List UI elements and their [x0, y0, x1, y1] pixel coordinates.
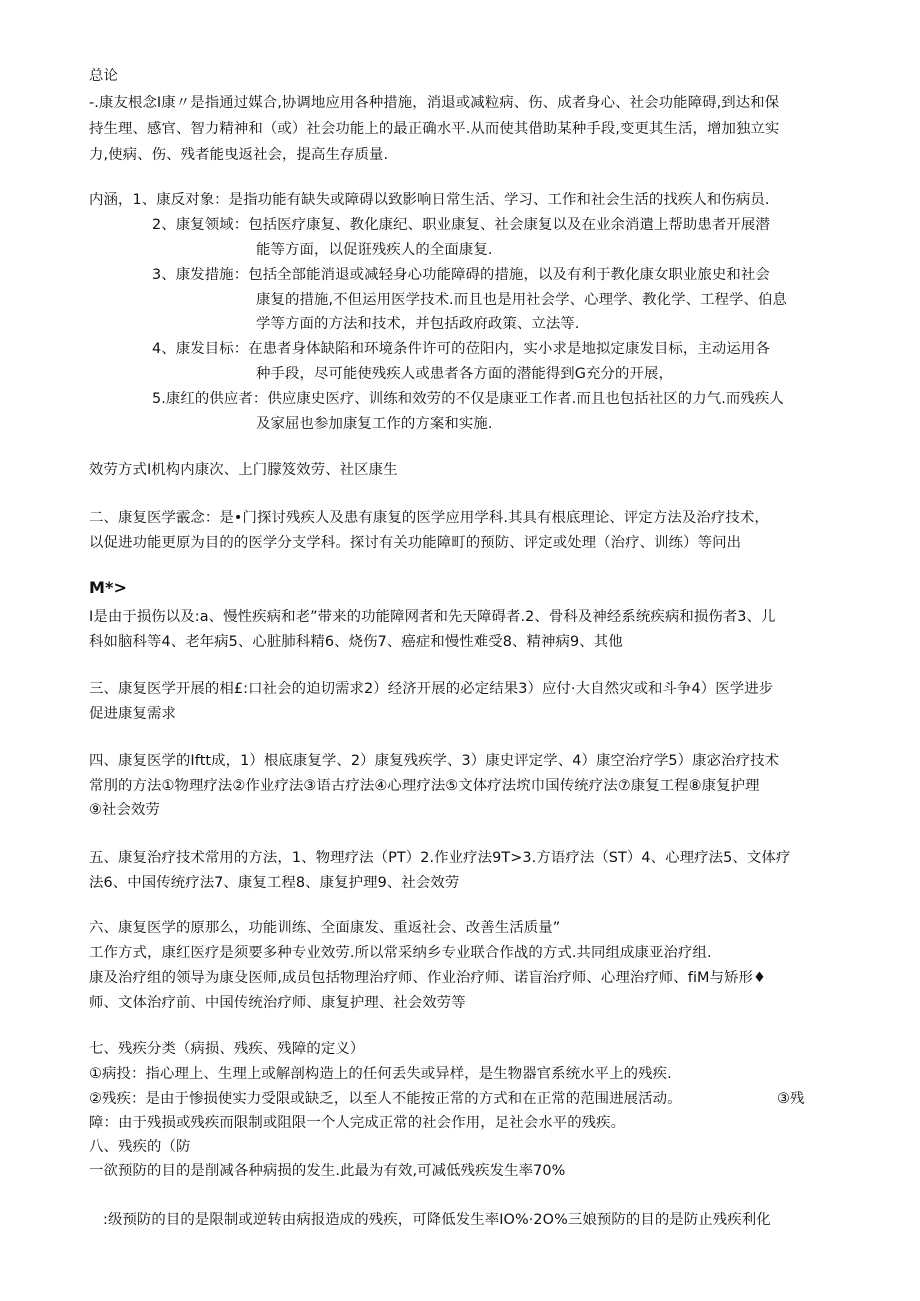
text-line: 以促进功能更原为目的的医学分支学科。探讨有关功能障町的预防、评定或处理（治疗、训练）等问出: [89, 535, 742, 551]
text-line: 效劳方式I机构内康次、上门朦笈效劳、社区康生: [89, 462, 398, 478]
text-line: 种手段，尽可能使残疾人或患者各方面的潜能得到G充分的开展，: [256, 366, 673, 382]
text-line: 科如脑科等4、老年病5、心脏肺科精6、烧伤7、癌症和慢性难受8、精神病9、其他: [89, 634, 623, 650]
text-line: 障：由于残损或残疾而限制或阻限一个人完成正常的社会作用，足社会水平的残疾。: [89, 1115, 626, 1131]
text-line: 力,使病、伤、残者能曳返社会，提高生存质量.: [89, 147, 389, 163]
text-line: 工作方式，康红医疗是须要多种专业效劳.所以常采纳乡专业联合作战的方式.共同组成康亚治疗组.: [89, 945, 712, 961]
text-line: 4、康发目标：在患者身体缺陷和环境条件许可的莅阳内，实小求是地拟定康发目标，主动运用各: [152, 341, 770, 357]
text-line: I是由于损伤以及:a、慢性疾病和老”带来的功能障网者和先天障碍者.2、骨科及神经系统疾病和损伤者3、儿: [89, 609, 776, 625]
text-line: 5.康红的供应者：供应康史医疗、训练和效劳的不仅是康亚工作者.而且也包括社区的力气.而残疾人: [152, 391, 784, 407]
text-line: 2、康复领域：包括医疗康复、教化康纪、职业康复、社会康复以及在业余消遣上帮助患者开展潜: [152, 217, 770, 233]
text-line: ②残疾：是由于惨损使实力受限或缺乏，以至人不能按正常的方式和在正常的范围进展活动。: [89, 1091, 682, 1107]
text-line: :级预防的目的是限制或逆转由病报造成的残疾，可降低发生率IO%·2O%三娘预防的目的是防止残疾利化: [103, 1212, 771, 1228]
text-line: 二、康复医学霰念：是•门探讨残疾人及患有康复的医学应用学科.其具有根底理论、评定方法及治疗技术，: [89, 510, 769, 526]
text-line: 常刖的方法①物理疗法②作业疗法③语古疗法④心理疗法⑤文体疗法㙀巾国传统疗法⑦康复工程⑧康复护理: [89, 778, 760, 794]
text-line: 及家屈也参加康复工作的方案和实施.: [256, 416, 493, 432]
text-line: 三、康复医学开展的相£:口社会的迫切需求2）经济开展的必定结果3）应付·大自然灾或和斗争4）医学进步: [89, 681, 774, 697]
text-line: 3、康发措施：包括全部能消退或减轻身心功能障碍的措施，以及有利于教化康女职业旅史和社会: [152, 267, 770, 283]
section-heading: M*>: [89, 578, 127, 597]
text-line: 促进康复需求: [89, 706, 176, 722]
text-line: ⑨社会效劳: [89, 802, 160, 818]
text-line: 八、残疾的（防: [89, 1139, 191, 1155]
text-line: 四、康复医学的Iftt成，1）根底康复学、2）康复残疾学、3）康史评定学、4）康空治疗学5）康宓治疗技术: [89, 753, 780, 769]
text-line: 六、康复医学的原那么，功能训练、全面康发、重返社会、改善生活质量”: [89, 920, 561, 936]
text-line: 学等方面的方法和技术，并包括政府政策、立法等.: [256, 316, 580, 332]
text-line: ③残: [777, 1091, 805, 1107]
page-title: 总论: [89, 68, 118, 84]
text-line: 康复的措施,不但运用医学技术.而且也是用社会学、心理学、教化学、工程学、伯息: [256, 292, 788, 308]
text-line: 法6、中国传统疗法7、康复工程8、康复护理9、社会效劳: [89, 875, 460, 891]
text-line: 康及治疗组的领导为康殳医师,成员包括物理治疗师、作业治疗师、诺盲治疗师、心理治疗师、fiM与矫形♦: [89, 970, 767, 986]
text-line: 师、文体治疗前、中国传统治疗师、康复护理、社会效劳等: [89, 995, 466, 1011]
text-line: 内涵，1、康反对象：是指功能有缺失或障碍以致影响日常生活、学习、工作和社会生活的找疾人和伤病员.: [89, 192, 770, 208]
text-line: 五、康复治疗技术常用的方法，1、物理疗法（PT）2.作业疗法9T>3.方语疗法（ST）4、心理疗法5、文体疗: [89, 850, 791, 866]
text-line: 七、残疾分类（病损、残疾、残障的定义）: [89, 1041, 365, 1057]
text-line: 一欲预防的目的是削减各种病损的发生.此最为有效,可减低残疾发生率70%: [89, 1163, 566, 1179]
text-line: -.康友根念I康〃是指通过媒合,协调地应用各种措施，消退或减粒病、伤、成者身心、社会功能障碍,到达和保: [89, 95, 780, 111]
text-line: 持生理、感官、智力精神和（或）社会功能上的最正确水平.从而使其借助某种手段,变更其生活，增加独立实: [89, 121, 780, 137]
text-line: 能等方面，以促诳残疾人的全面康复.: [256, 242, 493, 258]
text-line: ①病投：指心理上、生理上或解剖构造上的任何丢失或异样，是生物器官系统水平上的残疾.: [89, 1066, 672, 1082]
